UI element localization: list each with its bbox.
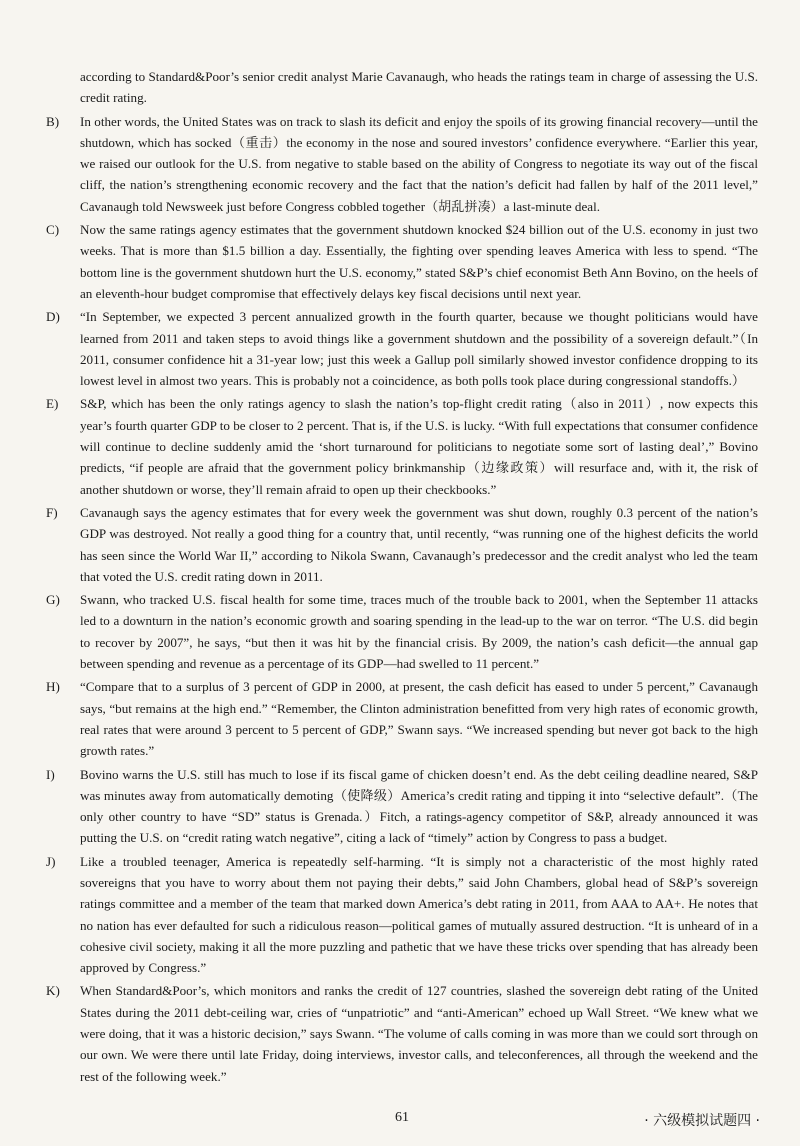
paragraph-d	[46, 306, 758, 391]
paragraph-label: J)	[46, 853, 56, 869]
paragraph-g	[46, 589, 758, 674]
paragraph-label: E)	[46, 396, 59, 412]
paragraph-label: H)	[46, 679, 60, 695]
article-body	[46, 66, 758, 1089]
paragraph-text: Now the same ratings agency estimates that the government shutdown knocked $24 billion out of the U.S. economy in just two weeks. That is more than $1.5 billion a day. Essentially, the fighting over spending leaves America with less to spend. “The bottom line is the government shutdown hurt the U.S. economy,” stated S&P’s chief economist Beth Ann Bovino, on the heels of an eleventh-hour budget compromise that effectively delays key fiscal decisions until next year.	[80, 222, 758, 301]
paragraph-text: “In September, we expected 3 percent annualized growth in the fourth quarter, because we thought politicians would have learned from 2011 and taken steps to avoid things like a government shutdown and the possibility of a sovereign default.”（In 2011, consumer confidence hit a 31-year low; just this week a Gallup poll similarly showed investor confidence dropping to its lowest level in almost two years. This is probably not a coincidence, as both polls took place during congressional standoffs.）	[80, 309, 758, 389]
paragraph-h	[46, 676, 758, 761]
paragraph-e	[46, 393, 758, 499]
paragraph-label: K)	[46, 983, 60, 999]
paragraph-b	[46, 111, 758, 217]
paragraph-text: Like a troubled teenager, America is repeatedly self-harming. “It is simply not a characteristic of the most highly rated sovereigns that you have to worry about them not paying their debts,” said John Chambers, global head of S&P’s sovereign ratings committee and a member of the team that marked down America’s debt rating in 2011, from AAA to AA+. He notes that no nation has ever defaulted for such a ridiculous reason—political games of mutually assured destruction. “It is unheard of in a cohesive civil society, making it all the more puzzling and pathetic that we have these tricks over spending that has already been approved by Congress.”	[80, 853, 758, 976]
paragraph-c	[46, 219, 758, 304]
paragraph-k	[46, 980, 758, 1086]
paragraph-label: B)	[46, 113, 60, 129]
paragraph-text: Cavanaugh says the agency estimates that for every week the government was shut down, roughly 0.3 percent of the nation’s GDP was destroyed. Not really a good thing for a country that, until recently, “was running one of the highest deficits the world has seen since the World War II,” according to Nikola Swann, Cavanaugh’s predecessor and the credit analyst who led the team that voted the U.S. credit rating down in 2011.	[80, 504, 758, 584]
paragraph-label: I)	[46, 766, 55, 782]
paragraph-text: “Compare that to a surplus of 3 percent of GDP in 2000, at present, the cash deficit has eased to under 5 percent,” Cavanaugh says, “but remains at the high end.” “Remember, the Clinton administration benefitted from very high rates of economic growth, real rates that were around 3 percent to 5 percent of GDP,” Swann says. “We increased spending but never got back to the high growth rates.”	[80, 679, 758, 759]
exam-title: · 六级模拟试题四 ·	[644, 1113, 760, 1129]
paragraph-label: C)	[46, 222, 60, 238]
paragraph-text: S&P, which has been the only ratings agency to slash the nation’s top-flight credit rating（also in 2011）, now expects this year’s fourth quarter GDP to be closer to 2 percent. That is, if the U.S. is lucky. “With full expectations that consumer confidence will continue to decline suddenly amid the ‘short turnaround for politicians to negotiate some sort of lasting deal’,” Bovino predicts, “if people are afraid that the government policy brinkmanship（边缘政策）will resurface and, with it, the risk of another shutdown or worse, they’ll remain afraid to open up their checkbooks.”	[80, 396, 758, 497]
paragraph-text: Bovino warns the U.S. still has much to lose if its fiscal game of chicken doesn’t end. As the debt ceiling deadline neared, S&P was minutes away from automatically demoting（使降级）America’s credit rating and tipping it into “selective default”.（The only other country to have “SD” status is Grenada.）Fitch, a ratings-agency competitor of S&P, already announced it was putting the U.S. on “credit rating watch negative”, citing a lack of “timely” action by Congress to pass a budget.	[80, 766, 758, 846]
paragraph-i	[46, 764, 758, 849]
paragraph-j	[46, 851, 758, 979]
paragraph-f	[46, 502, 758, 587]
intro-paragraph: according to Standard&Poor’s senior credit analyst Marie Cavanaugh, who heads the ratings team in charge of assessing the U.S. credit rating.	[80, 69, 758, 106]
paragraph-text: In other words, the United States was on track to slash its deficit and enjoy the spoils of its growing financial recovery—until the shutdown, which has socked（重击）the economy in the nose and soured investors’ confidence everywhere. “Earlier this year, we raised our outlook for the U.S. from negative to stable based on the ability of Congress to negotiate its way out of the fiscal cliff, the nation’s strengthening economic recovery and the fact that the nation’s deficit had fallen by half of the 2011 level,” Cavanaugh told Newsweek just before Congress cobbled together（胡乱拼凑）a last-minute deal.	[80, 113, 758, 214]
page-footer	[0, 1110, 800, 1130]
paragraph-label: F)	[46, 504, 58, 520]
paragraph-text: When Standard&Poor’s, which monitors and ranks the credit of 127 countries, slashed the sovereign debt rating of the United States during the 2011 debt-ceiling war, cries of “unpatriotic” and “anti-American” echoed up Wall Street. “We knew what we were doing, that it was a historic decision,” says Swann. “The volume of calls coming in was more than we could sort through on our own. We were there until late Friday, doing interviews, investor calls, and teleconferences, all through the weekend and the rest of the following week.”	[80, 983, 758, 1084]
paragraph-label: G)	[46, 592, 60, 608]
page-number: 61	[395, 1110, 409, 1125]
paragraph-label: D)	[46, 309, 60, 325]
paragraph-text: Swann, who tracked U.S. fiscal health for some time, traces much of the trouble back to 2001, when the September 11 attacks led to a downturn in the nation’s economic growth and soaring spending in the lead-up to the war on terror. “The U.S. did begin to recover by 2007”, he says, “but then it was hit by the financial crisis. By 2009, the nation’s cash deficit—the annual gap between spending and revenue as a percentage of its GDP—had swelled to 11 percent.”	[80, 592, 758, 672]
